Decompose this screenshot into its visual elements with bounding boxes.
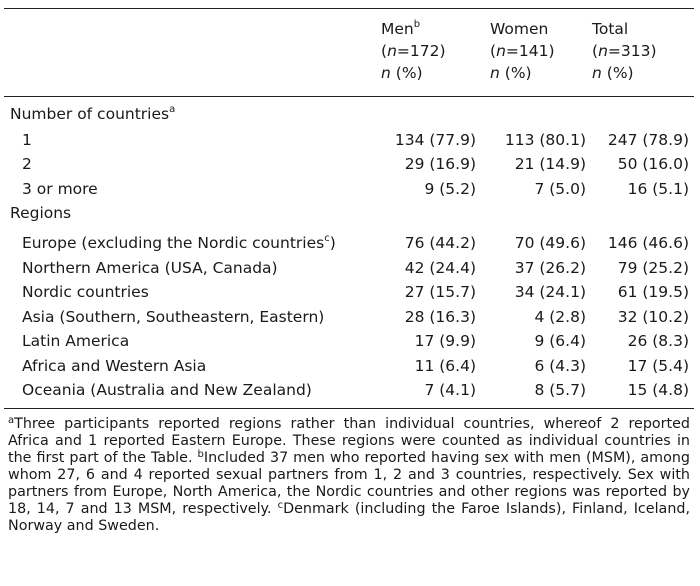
table-row: Nordic countries 27 (15.7) 34 (24.1) 61 (19.5) <box>22 283 689 301</box>
table-row: Latin America 17 (9.9) 9 (6.4) 26 (8.3) <box>22 332 689 350</box>
bottom-rule <box>4 408 694 409</box>
header-rule <box>4 96 694 97</box>
footnote-a: Three participants reported regions rather than individual countries, whereof 2 reported Africa and 1 reported Eastern Europe. These regions were counted as individual countries in the first part of the Table. <box>8 416 690 466</box>
table-row: Asia (Southern, Southeastern, Eastern) 28 (16.3) 4 (2.8) 32 (10.2) <box>22 308 689 326</box>
header-total: Total (n=313) n (%) <box>592 20 657 82</box>
table-footnotes: $^a$Three participants reported regions rather than individual countries, whereof 2 reported Africa and 1 reported Eastern Europe. These regions were counted as individual countries in the first part of the Table. $^b$Included 37 men who reported having sex with men (MSM), among whom 27, 6 and 4 reported sexual partners from 1, 2 and 3 countries, respectively. Sex with partners from Europe, North America, the Nordic countries and other regions was reported by 18, 14, 7 and 13 MSM, respectively. $^c$Denmark (including the Faroe Islands), Finland, Iceland, Norway and Sweden. <box>8 415 691 534</box>
table-row: Europe (excluding the Nordic countries$^c$) 76 (44.2) 70 (49.6) 146 (46.6) <box>22 233 689 252</box>
table-row: Africa and Western Asia 11 (6.4) 6 (4.3) 17 (5.4) <box>22 357 689 375</box>
table-row: 2 29 (16.9) 21 (14.9) 50 (16.0) <box>22 155 689 173</box>
section-regions: Regions <box>10 204 72 222</box>
section-countries: Number of countries$^a$ <box>10 104 176 123</box>
table-row: Oceania (Australia and New Zealand) 7 (4.1) 8 (5.7) 15 (4.8) <box>22 381 689 399</box>
footnote-b: Included 37 men who reported having sex with men (MSM), among whom 27, 6 and 4 reported sexual partners from 1, 2 and 3 countries, respectively. Sex with partners from Europe, North America, the Nordic countries and other regions was reported by 18, 14, 7 and 13 MSM, respectively. <box>8 450 690 517</box>
top-rule <box>4 8 694 9</box>
header-women: Women (n=141) n (%) <box>490 20 555 82</box>
footnote-c: Denmark (including the Faroe Islands), Finland, Iceland, Norway and Sweden. <box>8 501 691 534</box>
table-row: Northern America (USA, Canada) 42 (24.4) 37 (26.2) 79 (25.2) <box>22 259 689 277</box>
table-row: 3 or more 9 (5.2) 7 (5.0) 16 (5.1) <box>22 180 689 198</box>
header-men: Men$^b$ (n=172) n (%) <box>381 19 446 82</box>
footnote-mark-b: b <box>413 19 421 30</box>
table-row: 1 134 (77.9) 113 (80.1) 247 (78.9) <box>22 131 689 149</box>
